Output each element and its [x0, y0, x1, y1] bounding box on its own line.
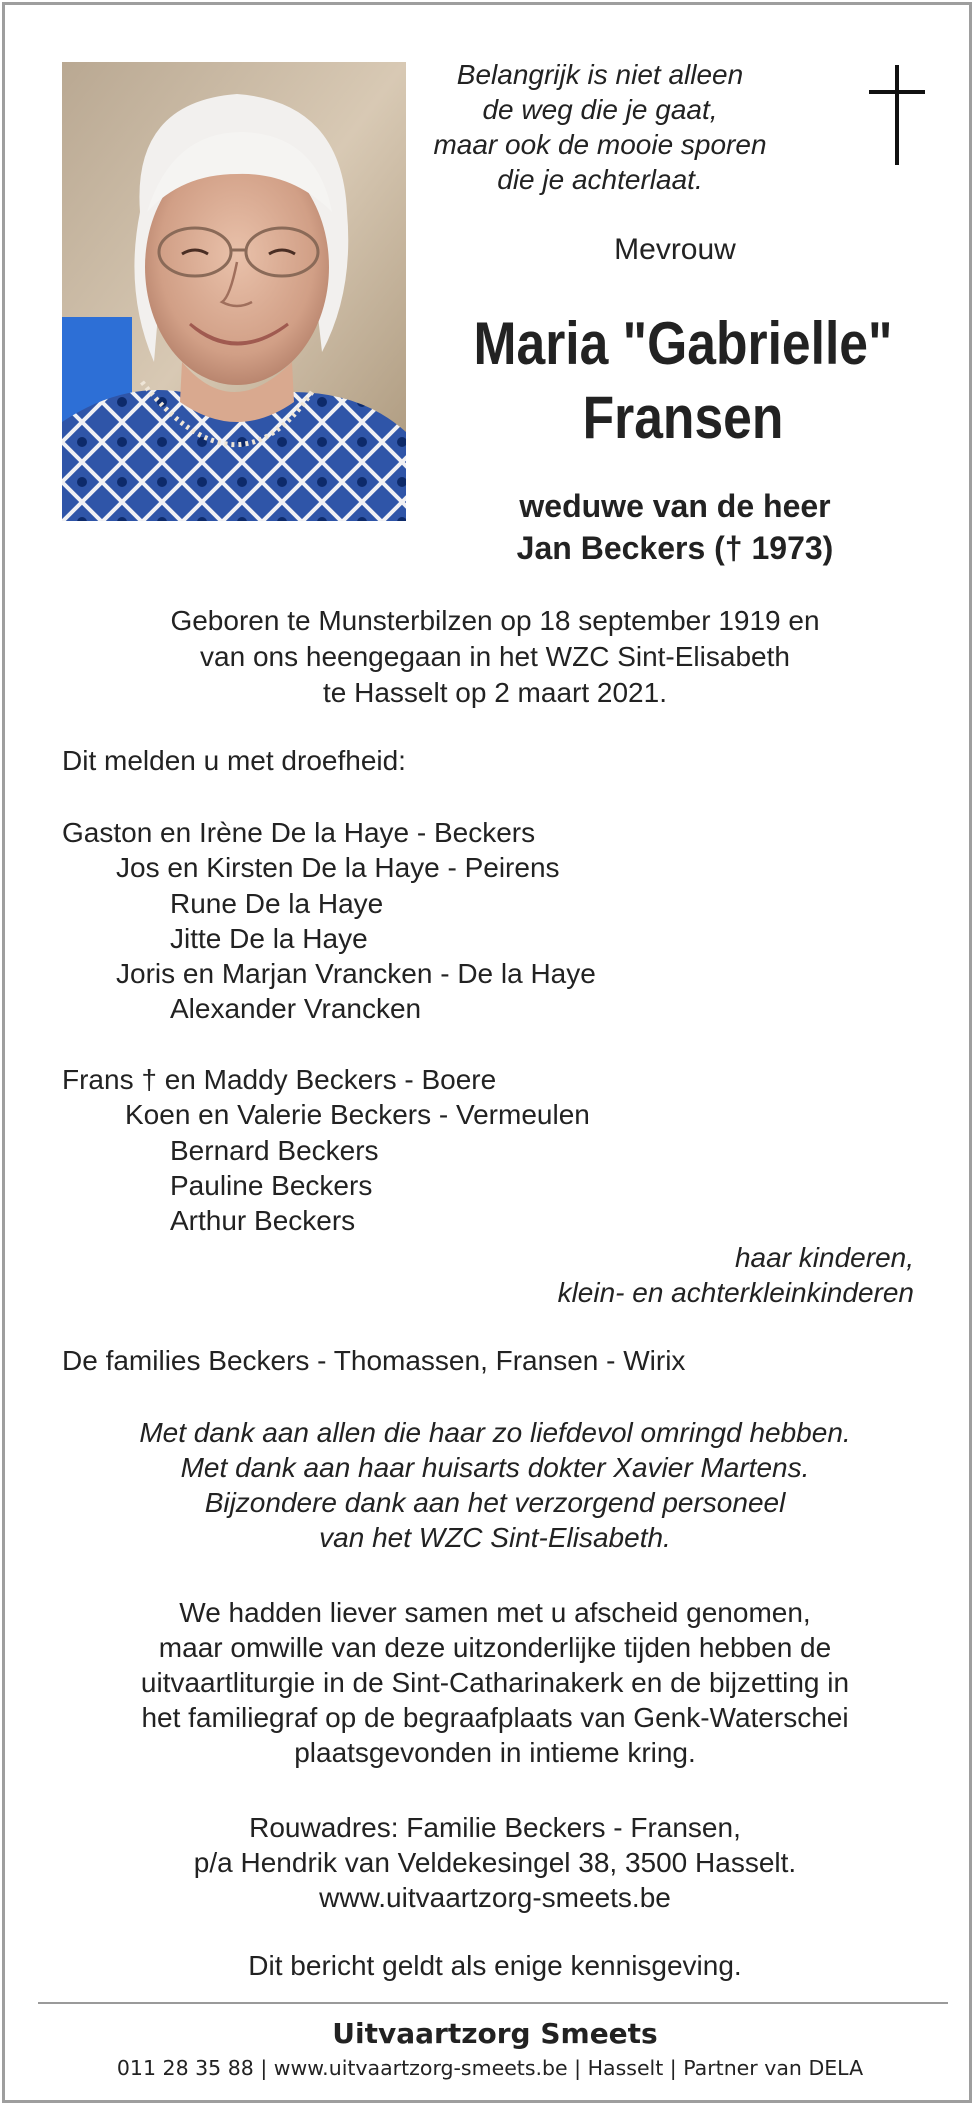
memorial-quote — [425, 57, 775, 197]
farewell-line: We hadden liever samen met u afscheid genomen, — [179, 1597, 811, 1628]
family-member: Frans † en Maddy Beckers - Boere — [62, 1064, 497, 1096]
birth-death-info — [45, 603, 945, 711]
quote-line: Belangrijk is niet alleen — [456, 59, 744, 90]
family-member: Joris en Marjan Vrancken - De la Haye — [116, 958, 596, 990]
undertaker-name: Uitvaartzorg Smeets — [332, 2017, 658, 2050]
family-member: Bernard Beckers — [170, 1134, 379, 1166]
farewell-line: maar omwille van deze uitzonderlijke tijden hebben de — [158, 1632, 832, 1663]
mourning-address — [45, 1810, 945, 1915]
farewell-line: het familiegraf op de begraafplaats van Genk-Waterschei — [141, 1702, 849, 1733]
widow-line-1: weduwe van de heer — [519, 488, 831, 524]
farewell-block — [45, 1595, 945, 1770]
spacer — [62, 1027, 596, 1062]
family-member: Jitte De la Haye — [170, 922, 368, 954]
birth-line: Geboren te Munsterbilzen op 18 september 1919 en — [170, 605, 820, 636]
relation-line-2: klein- en achterkleinkinderen — [557, 1277, 914, 1308]
relation-line-1: haar kinderen, — [734, 1242, 914, 1273]
deceased-name — [461, 307, 905, 455]
family-member: Gaston en Irène De la Haye - Beckers — [62, 817, 536, 848]
family-list — [62, 815, 596, 1239]
widow-line-2: Jan Beckers († 1973) — [516, 530, 834, 566]
honorific: Mevrouw — [614, 233, 736, 266]
family-member: Alexander Vrancken — [170, 993, 422, 1025]
latin-cross-icon — [867, 65, 927, 165]
quote-line: de weg die je gaat, — [482, 94, 718, 125]
farewell-line: uitvaartliturgie in de Sint-Catharinakerk en de bijzetting in — [140, 1667, 850, 1698]
family-member: Jos en Kirsten De la Haye - Peirens — [116, 852, 560, 884]
families-line: De families Beckers - Thomassen, Fransen - Wirix — [62, 1345, 686, 1376]
quote-line: maar ook de mooie sporen — [433, 129, 767, 160]
family-member: Arthur Beckers — [170, 1205, 356, 1237]
quote-line: die je achterlaat. — [497, 164, 703, 195]
address-line: Rouwadres: Familie Beckers - Fransen, — [249, 1812, 741, 1843]
family-member: Pauline Beckers — [170, 1169, 373, 1201]
notice-line: Dit bericht geldt als enige kennisgeving. — [248, 1950, 742, 1981]
birth-line: van ons heengegaan in het WZC Sint-Elisabeth — [200, 641, 790, 672]
name-line-2: Fransen — [582, 384, 784, 451]
thanks-block — [45, 1415, 945, 1555]
portrait-photo — [62, 62, 406, 521]
thanks-line: Met dank aan haar huisarts dokter Xavier Martens. — [180, 1452, 810, 1483]
relation-label — [558, 1240, 914, 1310]
family-member: Rune De la Haye — [170, 887, 384, 919]
thanks-line: Met dank aan allen die haar zo liefdevol omringd hebben. — [139, 1417, 851, 1448]
widow-of — [445, 485, 905, 569]
farewell-line: plaatsgevonden in intieme kring. — [294, 1737, 696, 1768]
undertaker-contact: 011 28 35 88 | www.uitvaartzorg-smeets.be | Hasselt | Partner van DELA — [116, 2056, 864, 2080]
thanks-line: Bijzondere dank aan het verzorgend personeel — [204, 1487, 786, 1518]
announcement: Dit melden u met droefheid: — [62, 745, 406, 776]
family-member: Koen en Valerie Beckers - Vermeulen — [125, 1099, 590, 1131]
birth-line: te Hasselt op 2 maart 2021. — [323, 677, 667, 708]
name-line-1: Maria "Gabrielle" — [473, 310, 893, 377]
thanks-line: van het WZC Sint-Elisabeth. — [319, 1522, 671, 1553]
obituary-card — [2, 2, 972, 2103]
footer-divider — [38, 2002, 948, 2004]
address-line: p/a Hendrik van Veldekesingel 38, 3500 Hasselt. — [193, 1847, 797, 1878]
website-link[interactable]: www.uitvaartzorg-smeets.be — [319, 1882, 671, 1913]
